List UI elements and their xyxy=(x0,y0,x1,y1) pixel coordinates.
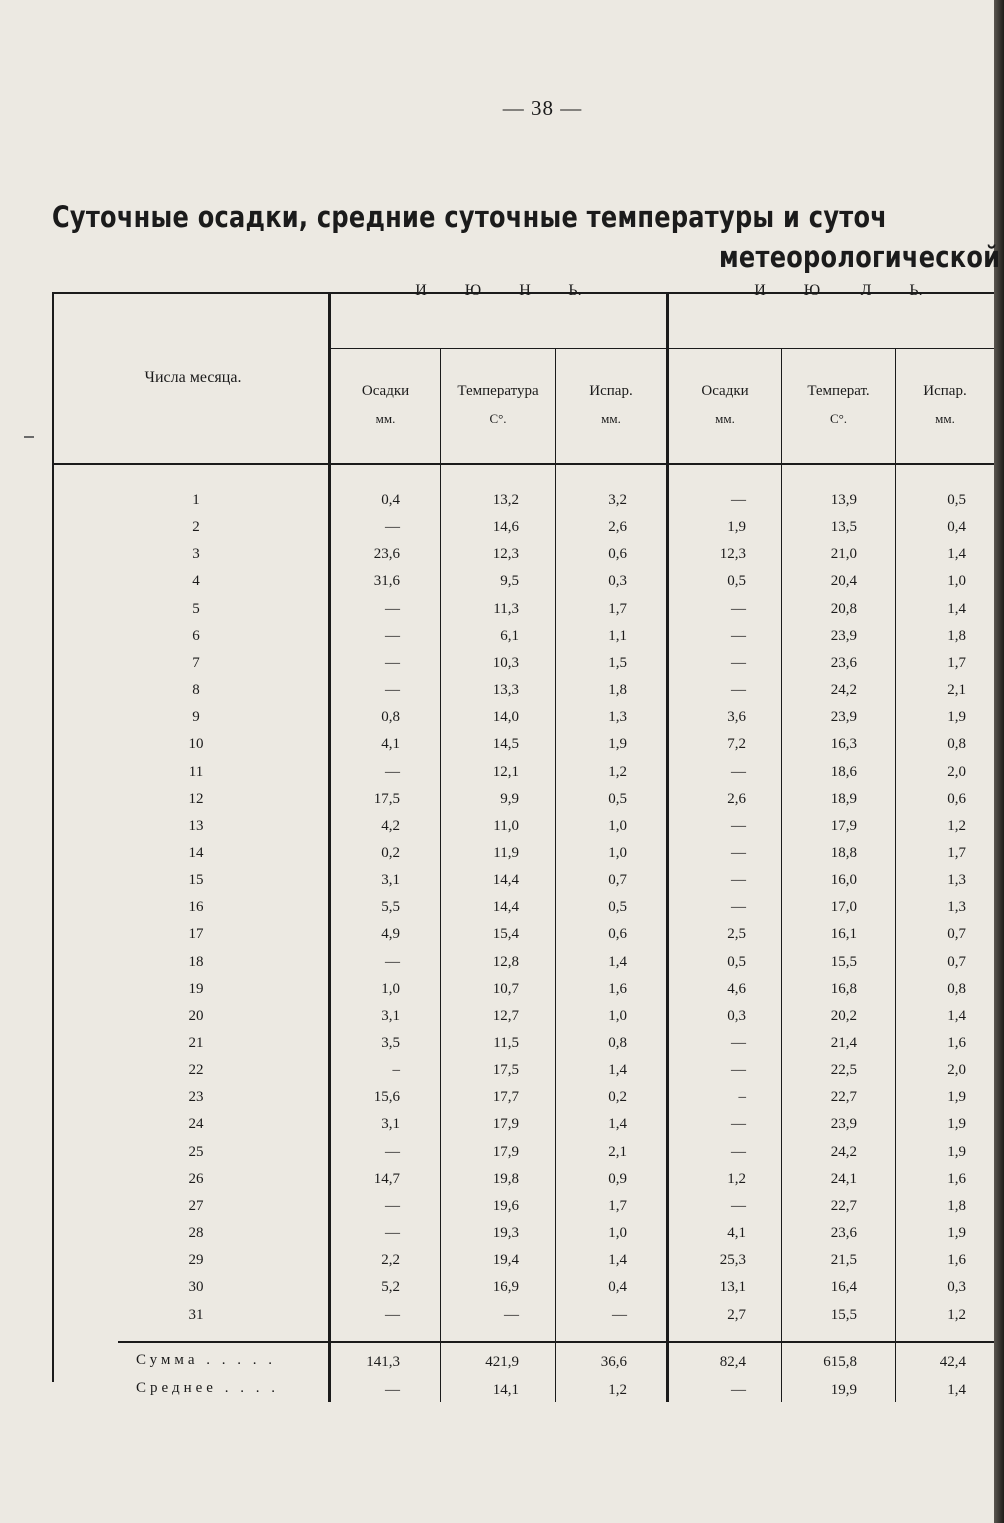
table-cell: 16,9 xyxy=(492,1279,519,1295)
table-cell: 23,9 xyxy=(830,1116,857,1132)
table-cell: 14,5 xyxy=(492,736,519,752)
table-cell: 2,6 xyxy=(727,791,746,807)
table-cell: — xyxy=(731,492,746,508)
table-cell: 23,6 xyxy=(830,655,857,671)
table-cell: 16,1 xyxy=(830,926,857,942)
summary-cell: 42,4 xyxy=(939,1354,966,1370)
table-cell: 0,7 xyxy=(608,872,627,888)
table-cell: — xyxy=(385,601,400,617)
day-number: 22 xyxy=(188,1062,204,1078)
month-letter: Ю xyxy=(464,282,482,299)
table-cell: 19,6 xyxy=(492,1198,519,1214)
table-cell: 1,6 xyxy=(947,1252,966,1268)
table-cell: 0,5 xyxy=(947,492,966,508)
table-cell: 1,7 xyxy=(947,845,966,861)
table-cell: 19,4 xyxy=(492,1252,519,1268)
table-cell: 2,6 xyxy=(608,519,627,535)
table-cell: — xyxy=(385,954,400,970)
table-cell: 0,5 xyxy=(608,791,627,807)
table-cell: 3,1 xyxy=(381,1116,400,1132)
table-cell: 1,4 xyxy=(947,1008,966,1024)
summary-cell: 141,3 xyxy=(366,1354,400,1370)
table-cell: — xyxy=(731,899,746,915)
day-number: 30 xyxy=(188,1279,204,1295)
table-cell: 25,3 xyxy=(719,1252,746,1268)
table-cell: — xyxy=(731,682,746,698)
table-cell: — xyxy=(385,682,400,698)
column-header-unit: мм. xyxy=(601,411,621,426)
table-cell: – xyxy=(738,1089,746,1105)
table-cell: 1,2 xyxy=(727,1171,746,1187)
day-number: 28 xyxy=(188,1225,204,1241)
table-cell: 1,3 xyxy=(947,872,966,888)
day-number: 18 xyxy=(188,954,204,970)
table-cell: 0,8 xyxy=(947,736,966,752)
table-cell: 16,3 xyxy=(830,736,857,752)
table-cell: 4,1 xyxy=(727,1225,746,1241)
column-header-name: Температ. xyxy=(807,383,870,399)
table-cell: 4,6 xyxy=(727,981,746,997)
column-header xyxy=(331,378,440,432)
table-cell: 4,9 xyxy=(381,926,400,942)
column-header xyxy=(441,378,555,432)
table-cell: 9,9 xyxy=(500,791,519,807)
table-cell: 1,0 xyxy=(608,1225,627,1241)
column-header-unit: C°. xyxy=(489,411,507,426)
summary-cell: — xyxy=(731,1382,746,1398)
table-cell: 1,6 xyxy=(947,1035,966,1051)
table-cell: 2,7 xyxy=(727,1307,746,1323)
column-header xyxy=(896,378,994,432)
day-number: 27 xyxy=(188,1198,204,1214)
table-cell: 20,4 xyxy=(830,573,857,589)
table-cell: 17,9 xyxy=(830,818,857,834)
table-cell: — xyxy=(731,845,746,861)
table-cell: — xyxy=(385,1225,400,1241)
table-cell: — xyxy=(385,1307,400,1323)
table-title-line-2: метеорологической xyxy=(719,240,1001,274)
day-number: 12 xyxy=(188,791,204,807)
table-cell: 1,8 xyxy=(608,682,627,698)
table-cell: 17,7 xyxy=(492,1089,519,1105)
table-cell: 1,9 xyxy=(947,1225,966,1241)
column-header-unit: мм. xyxy=(715,411,735,426)
table-cell: 15,4 xyxy=(492,926,519,942)
day-number: 2 xyxy=(192,519,200,535)
column-header xyxy=(556,378,666,432)
day-number: 25 xyxy=(188,1144,204,1160)
table-cell: — xyxy=(731,1144,746,1160)
table-cell: 11,0 xyxy=(493,818,519,834)
table-cell: 3,1 xyxy=(381,1008,400,1024)
month-letter: И xyxy=(415,282,427,299)
day-number: 1 xyxy=(192,492,200,508)
table-cell: 17,9 xyxy=(492,1144,519,1160)
table-cell: 3,5 xyxy=(381,1035,400,1051)
summary-label: Сумма . . . . . xyxy=(136,1352,276,1368)
table-cell: 0,4 xyxy=(608,1279,627,1295)
table-cell: 10,7 xyxy=(492,981,519,997)
table-cell: 1,4 xyxy=(608,1252,627,1268)
table-cell: 17,0 xyxy=(830,899,857,915)
table-cell: 1,0 xyxy=(608,818,627,834)
table-cell: 0,6 xyxy=(608,926,627,942)
table-cell: 13,5 xyxy=(830,519,857,535)
table-cell: — xyxy=(731,1035,746,1051)
table-cell: 14,4 xyxy=(492,899,519,915)
column-header-name: Испар. xyxy=(589,383,633,399)
table-cell: 17,5 xyxy=(492,1062,519,1078)
table-cell: 2,2 xyxy=(381,1252,400,1268)
table-cell: — xyxy=(612,1307,627,1323)
table-cell: 2,0 xyxy=(947,764,966,780)
table-cell: 1,8 xyxy=(947,628,966,644)
day-number: 3 xyxy=(192,546,200,562)
table-cell: 14,0 xyxy=(492,709,519,725)
table-cell: 23,9 xyxy=(830,709,857,725)
column-header xyxy=(782,378,895,432)
table-cell: 19,3 xyxy=(492,1225,519,1241)
table-cell: — xyxy=(385,764,400,780)
table-cell: 2,1 xyxy=(947,682,966,698)
day-number: 8 xyxy=(192,682,200,698)
table-cell: 0,6 xyxy=(608,546,627,562)
table-cell: — xyxy=(731,655,746,671)
day-number: 17 xyxy=(188,926,204,942)
table-cell: 1,6 xyxy=(947,1171,966,1187)
table-cell: 5,2 xyxy=(381,1279,400,1295)
summary-cell: 1,4 xyxy=(947,1382,966,1398)
day-number: 26 xyxy=(188,1171,204,1187)
table-cell: 0,9 xyxy=(608,1171,627,1187)
table-cell: 16,8 xyxy=(830,981,857,997)
table-cell: 24,1 xyxy=(830,1171,857,1187)
day-number: 20 xyxy=(188,1008,204,1024)
day-number: 13 xyxy=(188,818,204,834)
table-cell: — xyxy=(385,1144,400,1160)
table-cell: 1,2 xyxy=(947,1307,966,1323)
table-cell: 14,4 xyxy=(492,872,519,888)
day-number: 10 xyxy=(188,736,204,752)
table-cell: 22,5 xyxy=(830,1062,857,1078)
table-cell: 31,6 xyxy=(373,573,400,589)
table-cell: — xyxy=(731,1116,746,1132)
table-cell: 1,7 xyxy=(947,655,966,671)
table-cell: 2,0 xyxy=(947,1062,966,1078)
table-cell: 10,3 xyxy=(492,655,519,671)
table-cell: 0,7 xyxy=(947,926,966,942)
table-cell: 18,8 xyxy=(830,845,857,861)
table-cell: 18,6 xyxy=(830,764,857,780)
stub-header: Числа месяца. xyxy=(144,369,242,386)
table-cell: 0,3 xyxy=(608,573,627,589)
table-cell: 14,6 xyxy=(492,519,519,535)
table-cell: 15,5 xyxy=(830,954,857,970)
table-cell: — xyxy=(385,519,400,535)
table-cell: 15,5 xyxy=(830,1307,857,1323)
day-number: 16 xyxy=(188,899,204,915)
column-header-unit: мм. xyxy=(375,411,396,426)
table-cell: 12,1 xyxy=(492,764,519,780)
day-number: 5 xyxy=(192,601,200,617)
table-cell: 24,2 xyxy=(830,682,857,698)
table-cell: 1,0 xyxy=(608,845,627,861)
summary-cell: 615,8 xyxy=(823,1354,857,1370)
table-cell: 0,3 xyxy=(947,1279,966,1295)
day-number: 24 xyxy=(188,1116,204,1132)
table-cell: 24,2 xyxy=(830,1144,857,1160)
summary-cell: 36,6 xyxy=(600,1354,627,1370)
summary-cell: 82,4 xyxy=(719,1354,746,1370)
table-cell: 13,3 xyxy=(492,682,519,698)
table-cell: 4,1 xyxy=(381,736,400,752)
summary-rule xyxy=(118,1341,994,1343)
table-cell: 1,9 xyxy=(608,736,627,752)
summary-cell: 14,1 xyxy=(492,1382,519,1398)
table-cell: 0,5 xyxy=(727,954,746,970)
summary-cell: 19,9 xyxy=(830,1382,857,1398)
margin-mark xyxy=(24,436,34,438)
table-cell: 22,7 xyxy=(830,1198,857,1214)
day-number: 11 xyxy=(188,764,204,780)
month-letter: И xyxy=(754,282,766,299)
table-cell: 0,8 xyxy=(608,1035,627,1051)
table-cell: — xyxy=(731,872,746,888)
day-number: 15 xyxy=(188,872,204,888)
table-cell: 20,8 xyxy=(830,601,857,617)
table-cell: 1,4 xyxy=(608,1062,627,1078)
table-cell: 0,3 xyxy=(727,1008,746,1024)
day-number: 29 xyxy=(188,1252,204,1268)
header-bottom-rule xyxy=(52,463,994,465)
table-left-border xyxy=(52,292,54,1382)
table-cell: 17,5 xyxy=(373,791,400,807)
day-number: 7 xyxy=(192,655,200,671)
column-header-name: Осадки xyxy=(701,383,749,399)
table-cell: 0,8 xyxy=(381,709,400,725)
table-cell: 15,6 xyxy=(373,1089,400,1105)
table-cell: 0,2 xyxy=(381,845,400,861)
day-number: 21 xyxy=(188,1035,204,1051)
table-cell: 1,1 xyxy=(608,628,627,644)
day-number: 14 xyxy=(188,845,204,861)
summary-cell: 1,2 xyxy=(608,1382,627,1398)
table-cell: 0,4 xyxy=(381,492,400,508)
month-letter: Ю xyxy=(803,282,821,299)
table-cell: 21,0 xyxy=(830,546,857,562)
summary-cell: — xyxy=(385,1382,400,1398)
table-title-line-1: Суточные осадки, средние суточные температуры и суточ xyxy=(52,200,888,234)
table-cell: 0,4 xyxy=(947,519,966,535)
table-cell: — xyxy=(731,628,746,644)
table-cell: 13,2 xyxy=(492,492,519,508)
table-cell: 1,9 xyxy=(947,1144,966,1160)
table-cell: — xyxy=(731,601,746,617)
column-header-unit: мм. xyxy=(935,411,955,426)
table-cell: — xyxy=(385,628,400,644)
table-cell: 19,8 xyxy=(492,1171,519,1187)
table-cell: 11,3 xyxy=(493,601,519,617)
column-header-name: Температура xyxy=(457,383,539,399)
summary-label: Среднее . . . . xyxy=(136,1380,279,1396)
month-letter: Н xyxy=(519,282,531,299)
table-cell: 1,2 xyxy=(608,764,627,780)
day-number: 19 xyxy=(188,981,204,997)
table-cell: 2,1 xyxy=(608,1144,627,1160)
table-cell: 12,3 xyxy=(719,546,746,562)
table-cell: 16,0 xyxy=(830,872,857,888)
table-cell: 1,2 xyxy=(947,818,966,834)
table-cell: 13,9 xyxy=(830,492,857,508)
page-binding-edge xyxy=(994,0,1004,1523)
table-cell: 1,9 xyxy=(727,519,746,535)
table-cell: 1,4 xyxy=(608,1116,627,1132)
table-cell: 12,8 xyxy=(492,954,519,970)
table-cell: 17,9 xyxy=(492,1116,519,1132)
month-letter: Ь. xyxy=(568,282,582,299)
month-letter: Л xyxy=(860,282,872,299)
table-cell: 3,6 xyxy=(727,709,746,725)
table-cell: 4,2 xyxy=(381,818,400,834)
table-cell: 21,5 xyxy=(830,1252,857,1268)
table-cell: 1,7 xyxy=(608,1198,627,1214)
table-cell: 21,4 xyxy=(830,1035,857,1051)
table-cell: 16,4 xyxy=(830,1279,857,1295)
table-cell: 6,1 xyxy=(500,628,519,644)
table-cell: 1,6 xyxy=(608,981,627,997)
table-cell: 1,0 xyxy=(947,573,966,589)
table-cell: 23,6 xyxy=(373,546,400,562)
table-cell: 20,2 xyxy=(830,1008,857,1024)
table-cell: — xyxy=(731,764,746,780)
table-cell: 1,9 xyxy=(947,709,966,725)
column-header-name: Испар. xyxy=(923,383,967,399)
table-cell: 1,5 xyxy=(608,655,627,671)
table-cell: 11,9 xyxy=(493,845,519,861)
column-header-name: Осадки xyxy=(361,383,410,399)
table-cell: – xyxy=(392,1062,400,1078)
table-cell: 1,9 xyxy=(947,1116,966,1132)
table-cell: 14,7 xyxy=(373,1171,400,1187)
summary-cell: 421,9 xyxy=(485,1354,519,1370)
table-cell: 1,3 xyxy=(947,899,966,915)
table-cell: 1,0 xyxy=(381,981,400,997)
table-cell: 1,4 xyxy=(947,601,966,617)
table-cell: 1,8 xyxy=(947,1198,966,1214)
table-cell: 0,5 xyxy=(608,899,627,915)
table-cell: 23,9 xyxy=(830,628,857,644)
table-cell: 1,9 xyxy=(947,1089,966,1105)
day-number: 31 xyxy=(188,1307,204,1323)
table-cell: 12,3 xyxy=(492,546,519,562)
table-cell: 18,9 xyxy=(830,791,857,807)
table-cell: — xyxy=(385,655,400,671)
page-number: — 38 — xyxy=(502,96,583,120)
day-number: 6 xyxy=(192,628,200,644)
table-cell: 1,4 xyxy=(947,546,966,562)
table-cell: 11,5 xyxy=(493,1035,519,1051)
table-cell: 0,5 xyxy=(727,573,746,589)
table-cell: 0,6 xyxy=(947,791,966,807)
table-cell: — xyxy=(731,1062,746,1078)
table-cell: 1,4 xyxy=(608,954,627,970)
table-cell: 1,7 xyxy=(608,601,627,617)
table-cell: — xyxy=(731,1198,746,1214)
table-cell: 22,7 xyxy=(830,1089,857,1105)
table-cell: 3,2 xyxy=(608,492,627,508)
table-cell: 2,5 xyxy=(727,926,746,942)
table-cell: — xyxy=(385,1198,400,1214)
table-cell: 5,5 xyxy=(381,899,400,915)
table-cell: 0,2 xyxy=(608,1089,627,1105)
table-cell: 9,5 xyxy=(500,573,519,589)
day-number: 23 xyxy=(188,1089,204,1105)
day-number: 4 xyxy=(192,573,200,589)
table-cell: 1,0 xyxy=(608,1008,627,1024)
table-cell: — xyxy=(731,818,746,834)
table-cell: 3,1 xyxy=(381,872,400,888)
table-cell: 0,7 xyxy=(947,954,966,970)
table-cell: 13,1 xyxy=(719,1279,746,1295)
table-cell: 12,7 xyxy=(492,1008,519,1024)
column-header-unit: C°. xyxy=(829,411,848,426)
table-cell: — xyxy=(504,1307,519,1323)
table-cell: 0,8 xyxy=(947,981,966,997)
table-cell: 23,6 xyxy=(830,1225,857,1241)
table-cell: 1,3 xyxy=(608,709,627,725)
day-number: 9 xyxy=(192,709,200,725)
table-cell: 7,2 xyxy=(727,736,746,752)
month-letter: Ь. xyxy=(909,282,923,299)
column-header xyxy=(669,378,781,432)
